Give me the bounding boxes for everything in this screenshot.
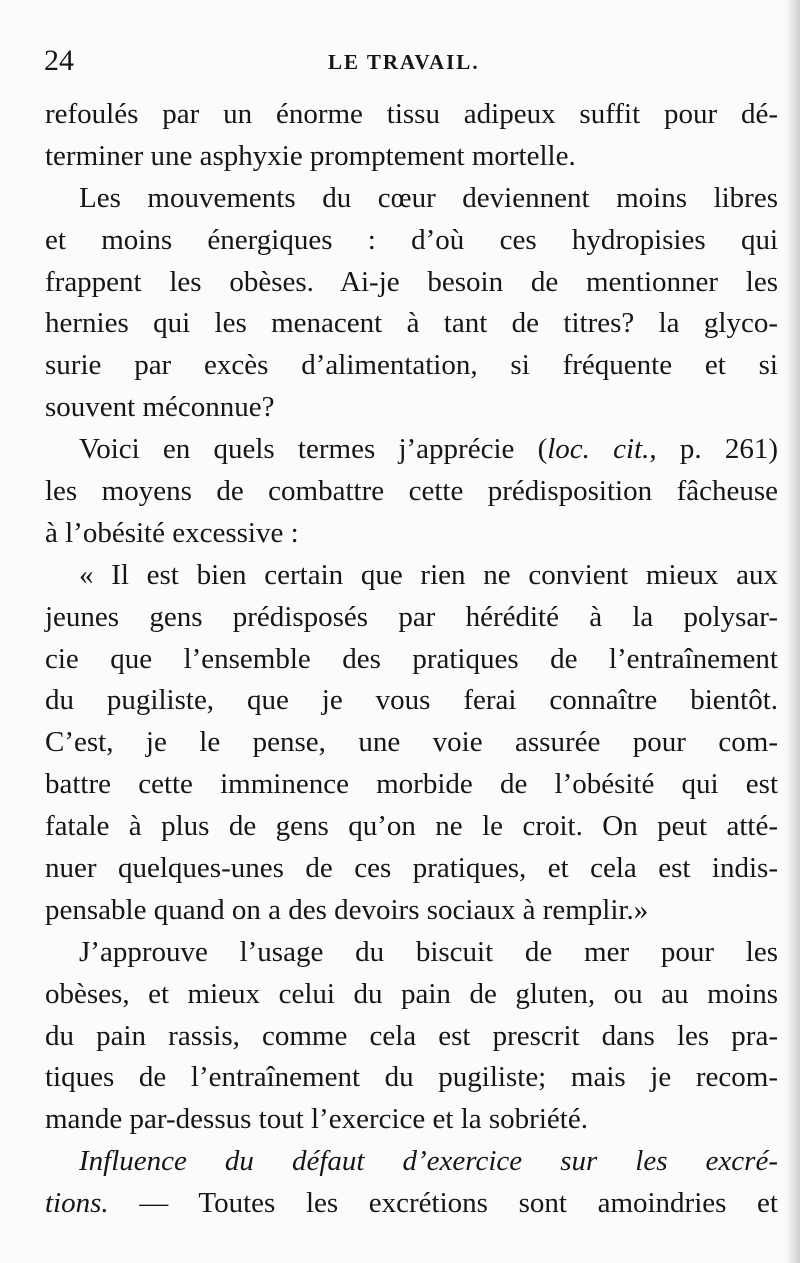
quote-line: fatale à plus de gens qu’on ne le croit. On peut atté- [45,810,778,843]
text-line: mande par-dessus tout l’exercice et la sobriété. [45,1103,588,1136]
text-line: obèses, et mieux celui du pain de gluten, ou au moins [45,977,778,1010]
quote-line: pensable quand on a des devoirs sociaux à remplir.» [45,893,649,926]
quote-line: nuer quelques-unes de ces pratiques, et cela est indis- [45,852,778,885]
text-line: souvent méconnue? [45,391,275,424]
quote-line: cie que l’ensemble des pratiques de l’entraînement [45,642,778,675]
text-line: à l’obésité excessive : [45,516,299,549]
text-line: les moyens de combattre cette prédisposition fâcheuse [45,475,778,508]
body-text [45,94,778,1225]
running-head: LE TRAVAIL. [328,50,480,74]
text-line: J’approuve l’usage du biscuit de mer pour les [79,935,778,968]
text-line: hernies qui les menacent à tant de titres? la glyco- [45,307,778,340]
quote-line: C’est, je le pense, une voie assurée pour com- [45,726,778,759]
page-header [44,44,774,78]
quote-line: battre cette imminence morbide de l’obésité qui est [45,768,778,801]
text-span: Voici en quels termes j’apprécie ( [79,433,548,466]
text-line-with-italic-start [45,1183,778,1225]
text-line-with-citation [45,429,778,471]
quote-line: « Il est bien certain que rien ne convient mieux aux [79,558,778,591]
section-heading-line: Influence du défaut d’exercice sur les excré- [79,1145,778,1178]
citation-italic: loc. cit. [547,433,650,466]
text-line: tiques de l’entraînement du pugiliste; mais je recom- [45,1061,778,1094]
quote-line: du pugiliste, que je vous ferai connaître bientôt. [45,684,778,717]
page-number: 24 [44,44,74,77]
quote-line: jeunes gens prédisposés par hérédité à la polysar- [45,600,778,633]
text-line: frappent les obèses. Ai-je besoin de mentionner les [45,265,778,298]
page-edge-shadow [786,0,800,1263]
text-span: — Toutes les excrétions sont amoindries et [108,1187,778,1220]
text-line: Les mouvements du cœur deviennent moins libres [79,181,778,214]
text-line: refoulés par un énorme tissu adipeux suffit pour dé- [45,98,778,130]
section-heading-continuation: tions. [45,1187,109,1220]
text-line: du pain rassis, comme cela est prescrit dans les pra- [45,1019,778,1052]
text-line: terminer une asphyxie promptement mortelle. [45,139,576,172]
text-line: surie par excès d’alimentation, si fréquente et si [45,349,778,382]
text-line: et moins énergiques : d’où ces hydropisies qui [45,223,778,256]
text-span: , p. 261) [649,433,778,466]
